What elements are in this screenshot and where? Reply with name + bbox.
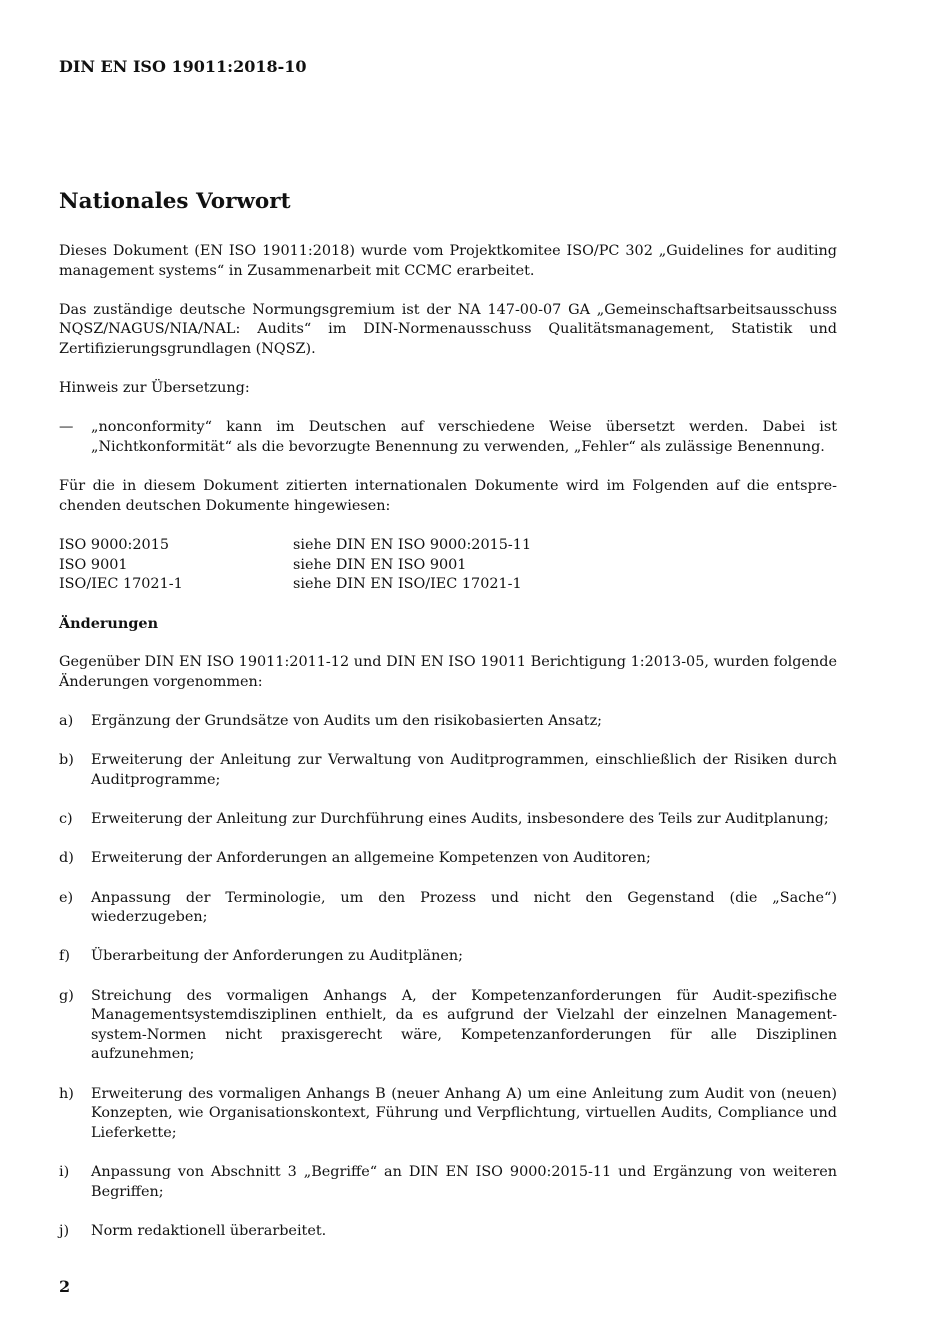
reference-international: ISO 9001 (59, 556, 128, 573)
paragraph-standards-body: Das zuständige deutsche Normungsgremium ist der NA 147-00-07 GA „Gemeinschaftsarbeitsausschuss NQSZ/NAGUS/NIA/NAL: Audits“ im DIN-Normenausschuss Qualitätsmanagement, Statistik und Zertifizierungsgrundlagen (NQSZ). (59, 301, 837, 357)
change-item (59, 712, 837, 732)
change-item-letter: e) (59, 889, 74, 906)
reference-row (59, 536, 837, 556)
document-body (59, 187, 837, 1261)
reference-german: siehe DIN EN ISO/IEC 17021-1 (293, 576, 522, 593)
translation-note-text: „nonconformity“ kann im Deutschen auf verschiedene Weise übersetzt werden. Dabei ist „Nichtkonformität“ als die bevorzugte Benennung zu verwenden, „Fehler“ als zulässige Benennung. (91, 419, 837, 455)
change-item-letter: f) (59, 948, 70, 965)
change-item (59, 810, 837, 830)
change-item (59, 1163, 837, 1202)
change-item (59, 987, 837, 1065)
change-item-letter: d) (59, 850, 74, 867)
change-item-text: Erweiterung der Anleitung zur Verwaltung von Auditprogrammen, einschließlich der Risiken durch Auditprogramme; (91, 752, 837, 789)
change-item (59, 1085, 837, 1144)
change-item-text: Erweiterung des vormaligen Anhangs B (neuer Anhang A) um eine Anleitung zum Audit von (neuen) Konzepten, wie Organisationskontext, Führung und Verpflichtung, virtuellen Audits, Compliance und Lieferkette; (91, 1085, 837, 1141)
change-item-text: Norm redaktionell überarbeitet. (91, 1222, 327, 1239)
reference-international: ISO/IEC 17021-1 (59, 576, 183, 593)
change-item-text: Erweiterung der Anleitung zur Durchführung eines Audits, insbesondere des Teils zur Auditplanung; (91, 811, 829, 828)
page-number: 2 (59, 1277, 71, 1296)
reference-table (59, 536, 837, 595)
change-item-letter: g) (59, 987, 74, 1004)
change-item-text: Streichung des vormaligen Anhangs A, der Kompetenzanforderungen für Audit-spezifische Managementsystemdisziplinen enthielt, da es aufgrund der Vielzahl der einzelnen Managementsystem-Normen nicht praxisgerecht wäre, Kompetenzanforderungen für alle Disziplinen aufzunehmen; (91, 987, 837, 1063)
change-item-text: Ergänzung der Grundsätze von Audits um den risikobasierten Ansatz; (91, 713, 602, 730)
changes-heading: Änderungen (59, 615, 159, 633)
paragraph-translation-note-intro: Hinweis zur Übersetzung: (59, 380, 250, 397)
change-item-letter: a) (59, 713, 74, 730)
dash-marker: — (59, 419, 74, 436)
changes-intro: Gegenüber DIN EN ISO 19011:2011-12 und DIN EN ISO 19011 Berichtigung 1:2013-05, wurden folgende Änderungen vorgenommen: (59, 654, 837, 691)
change-item (59, 1222, 837, 1242)
change-item-letter: j) (59, 1222, 70, 1239)
change-item-text: Erweiterung der Anforderungen an allgemeine Kompetenzen von Auditoren; (91, 850, 651, 867)
change-item-text: Anpassung von Abschnitt 3 „Begriffe“ an DIN EN ISO 9000:2015-11 und Ergänzung von weiteren Begriffen; (91, 1163, 837, 1200)
reference-row (59, 575, 837, 595)
change-item (59, 751, 837, 790)
change-item (59, 849, 837, 869)
section-title: Nationales Vorwort (59, 189, 291, 214)
change-item-letter: c) (59, 811, 73, 828)
change-item (59, 947, 837, 967)
paragraph-committee: Dieses Dokument (EN ISO 19011:2018) wurde vom Projektkomitee ISO/PC 302 „Guidelines for auditing management systems“ in Zusammenarbeit mit CCMC erarbeitet. (59, 243, 837, 279)
change-item-letter: h) (59, 1085, 74, 1102)
paragraph-references-intro: Für die in diesem Dokument zitierten internationalen Dokumente wird im Folgenden auf die entsprechenden deutschen Dokumente hingewiesen: (59, 478, 837, 514)
translation-note-item (59, 418, 837, 457)
reference-german: siehe DIN EN ISO 9000:2015-11 (293, 536, 532, 553)
change-item-text: Anpassung der Terminologie, um den Prozess und nicht den Gegenstand (die „Sache“) wiederzugeben; (91, 889, 837, 926)
change-item (59, 889, 837, 928)
change-item-letter: i) (59, 1163, 70, 1180)
reference-german: siehe DIN EN ISO 9001 (293, 556, 467, 573)
document-header: DIN EN ISO 19011:2018-10 (59, 57, 307, 76)
reference-row (59, 556, 837, 576)
reference-international: ISO 9000:2015 (59, 536, 170, 553)
change-item-text: Überarbeitung der Anforderungen zu Auditplänen; (91, 948, 464, 965)
change-item-letter: b) (59, 752, 74, 769)
